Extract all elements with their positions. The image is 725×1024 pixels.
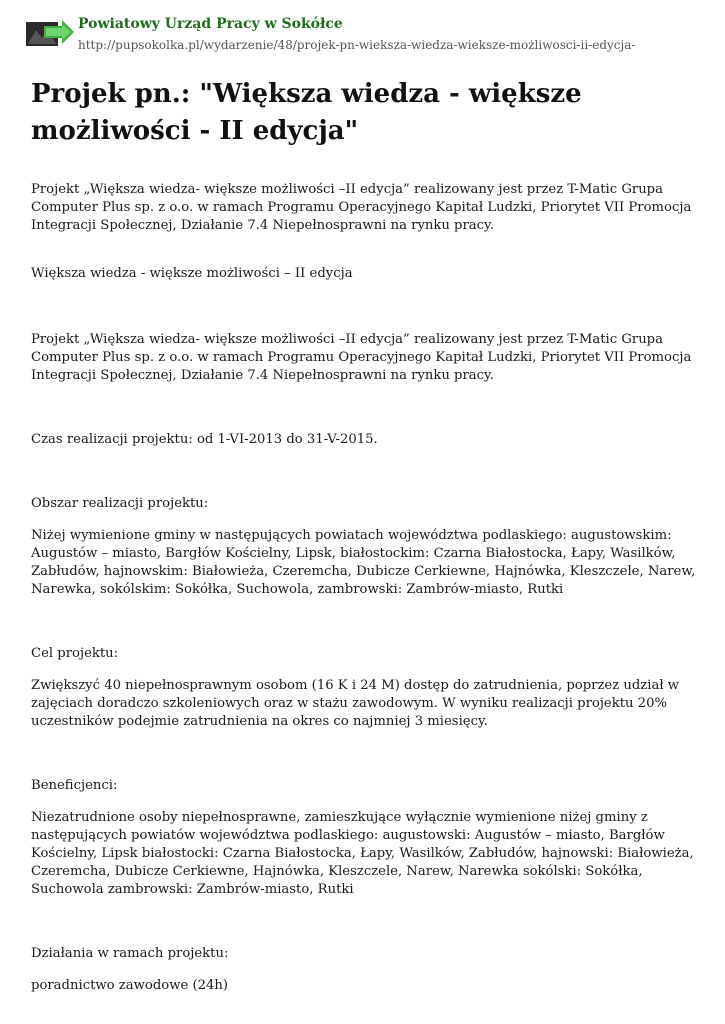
page-title: Projek pn.: "Większa wiedza - większe możliwości - II edycja" <box>31 79 582 146</box>
period-paragraph: Czas realizacji projektu: od 1-VI-2013 do 31-V-2015. <box>31 432 378 447</box>
pup-logo-icon <box>26 18 74 50</box>
article-body <box>31 181 699 995</box>
actions-heading: Działania w ramach projektu: <box>31 946 229 961</box>
goal-heading: Cel projektu: <box>31 646 119 661</box>
beneficiaries-paragraph: Niezatrudnione osoby niepełnosprawne, zamieszkujące wyłącznie wymienione niżej gminy z następujących powiatów województwa podlaskiego: augustowski: Augustów – miasto, Bargłów Kościelny, Lipsk białostocki: Czarna Białostocka, Łapy, Wasilków, Zabłudów, hajnowski: Białowieża, Czeremcha, Dubicze Cerkiewne, Hajnówka, Kleszczele, Narew, Narewka sokólski: Sokółka, Suchowola zambrowski: Zambrów-miasto, Rutki <box>31 810 694 897</box>
site-header <box>26 14 716 60</box>
area-heading: Obszar realizacji projektu: <box>31 496 209 511</box>
site-name[interactable]: Powiatowy Urząd Pracy w Sokółce <box>78 16 343 32</box>
beneficiaries-heading: Beneficjenci: <box>31 778 118 793</box>
subtitle-paragraph: Większa wiedza - większe możliwości – II edycja <box>31 266 353 281</box>
area-paragraph: Niżej wymienione gminy w następujących powiatach województwa podlaskiego: augustowskim: Augustów – miasto, Bargłów Kościelny, Lipsk, białostockim: Czarna Białostocka, Łapy, Wasilków, Zabłudów, hajnowskim: Białowieża, Czeremcha, Dubicze Cerkiewne, Hajnówka, Kleszczele, Narew, Narewka, sokólskim: Sokółka, Suchowola, zambrowski: Zambrów-miasto, Rutki <box>31 528 696 597</box>
action-item: poradnictwo zawodowe (24h) <box>31 978 229 993</box>
page-url: http://pupsokolka.pl/wydarzenie/48/projek-pn-wieksza-wiedza-wieksze-możliwosci-ii-edycja- <box>78 38 636 52</box>
goal-paragraph: Zwiększyć 40 niepełnosprawnym osobom (16 K i 24 M) dostęp do zatrudnienia, poprzez udział w zajęciach doradczo szkoleniowych oraz w stażu zawodowym. W wyniku realizacji projektu 20% uczestników podejmie zatrudnienia na okres co najmniej 3 miesięcy. <box>31 678 680 729</box>
intro-repeat-paragraph: Projekt „Większa wiedza- większe możliwości –II edycja” realizowany jest przez T-Matic Grupa Computer Plus sp. z o.o. w ramach Programu Operacyjnego Kapitał Ludzki, Priorytet VII Promocja Integracji Społecznej, Działanie 7.4 Niepełnosprawni na rynku pracy. <box>31 332 692 383</box>
intro-paragraph: Projekt „Większa wiedza- większe możliwości –II edycja” realizowany jest przez T-Matic Grupa Computer Plus sp. z o.o. w ramach Programu Operacyjnego Kapitał Ludzki, Priorytet VII Promocja Integracji Społecznej, Działanie 7.4 Niepełnosprawni na rynku pracy. <box>31 182 692 233</box>
